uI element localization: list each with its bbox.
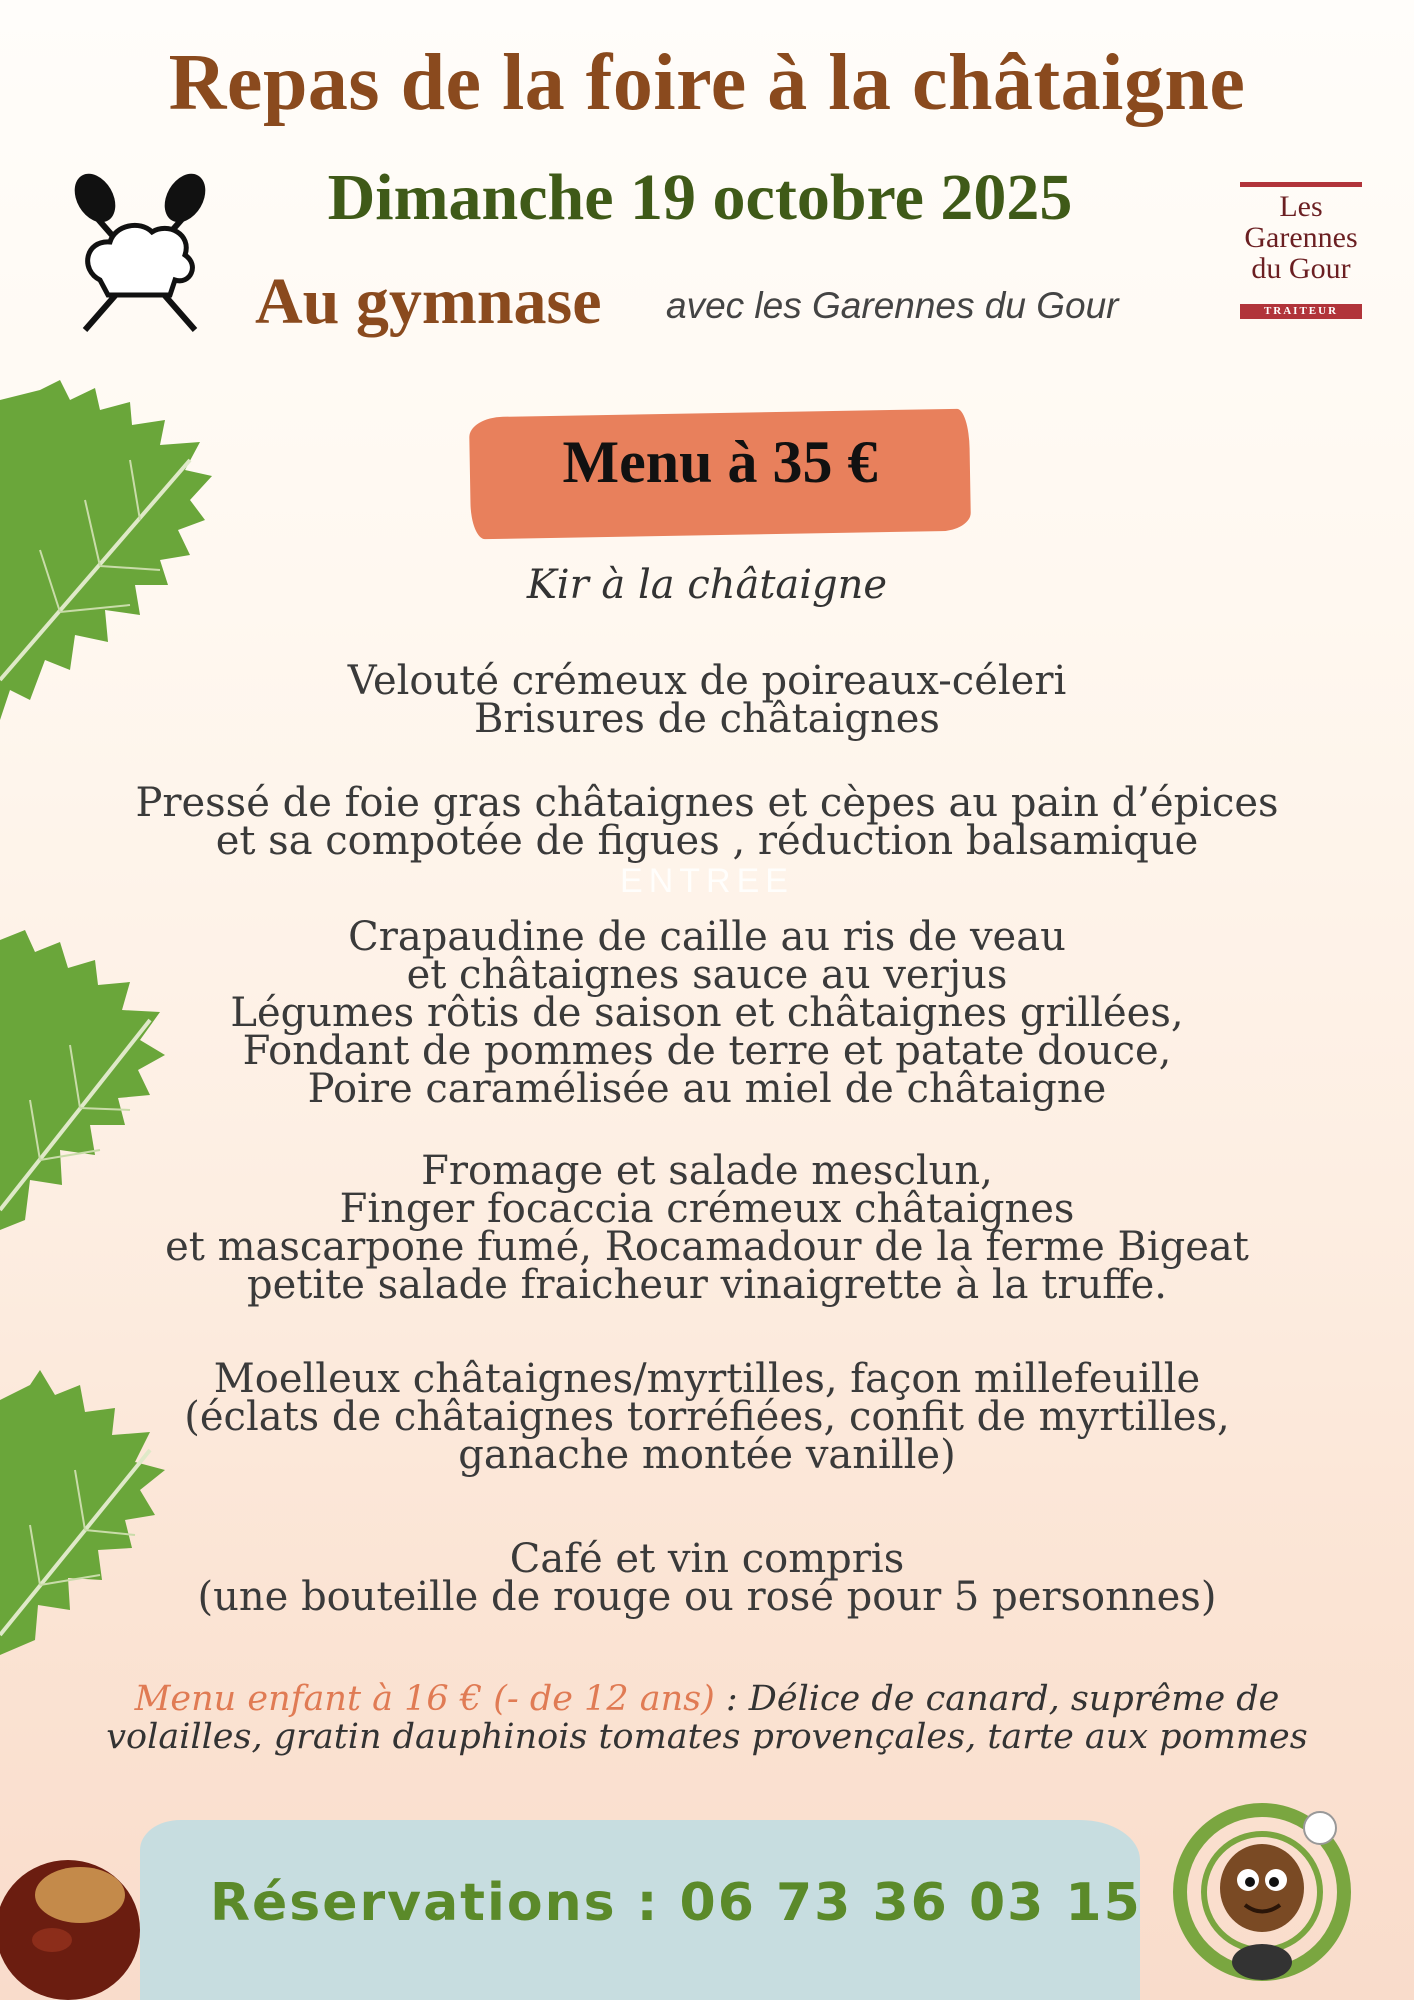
reservation-phone[interactable]: Réservations : 06 73 36 03 15	[210, 1873, 1142, 1933]
event-date: Dimanche 19 octobre 2025	[327, 161, 1073, 234]
menu-line: ganache montée vanille)	[458, 1432, 956, 1478]
menu-course-4	[0, 1148, 1414, 1308]
menu-line: Velouté crémeux de poireaux-céleri	[347, 658, 1067, 704]
chestnut-icon	[0, 1845, 145, 2000]
menu-line: Fondant de pommes de terre et patate douce,	[242, 1028, 1172, 1074]
menu-line: (une bouteille de rouge ou rosé pour 5 personnes)	[197, 1574, 1217, 1620]
menu-line: et châtaignes sauce au verjus	[406, 952, 1008, 998]
logo-line-3: du Gour	[1251, 252, 1351, 285]
menu-line: Crapaudine de caille au ris de veau	[348, 914, 1066, 960]
kids-menu	[0, 1680, 1414, 1756]
menu-course-2	[0, 780, 1414, 864]
kids-menu-label: Menu enfant à 16 € (- de 12 ans)	[134, 1679, 715, 1719]
menu-line: Poire caramélisée au miel de châtaigne	[307, 1066, 1107, 1112]
chef-hat-spoons-icon	[70, 170, 210, 340]
menu-line: Pressé de foie gras châtaignes et cèpes au pain d’épices	[135, 780, 1279, 826]
menu-line: Finger focaccia crémeux châtaignes	[339, 1186, 1075, 1232]
menu-line: petite salade fraicheur vinaigrette à la truffe.	[246, 1262, 1168, 1308]
menu-line: Moelleux châtaignes/myrtilles, façon millefeuille	[213, 1356, 1201, 1402]
logo-line-2: Garennes	[1244, 221, 1358, 254]
menu-line: Café et vin compris	[509, 1536, 905, 1582]
page-title: Repas de la foire à la châtaigne	[168, 39, 1246, 127]
event-venue: Au gymnase	[255, 265, 602, 338]
aperitif: Kir à la châtaigne	[526, 562, 888, 608]
kids-menu-line-2: volailles, gratin dauphinois tomates provençales, tarte aux pommes	[106, 1717, 1308, 1757]
menu-course-3	[0, 914, 1414, 1112]
menu-line: Fromage et salade mesclun,	[421, 1148, 993, 1194]
logo-tag: TRAITEUR	[1240, 304, 1362, 319]
menu-course-1	[0, 658, 1414, 742]
menu-line: Légumes rôtis de saison et châtaignes grillées,	[230, 990, 1184, 1036]
menu-line: (éclats de châtaignes torréfiées, confit de myrtilles,	[184, 1394, 1230, 1440]
menu-course-6	[0, 1536, 1414, 1620]
garennes-du-gour-logo	[1240, 182, 1362, 319]
menu-price: Menu à 35 €	[562, 429, 878, 495]
menu-line: et mascarpone fumé, Rocamadour de la ferme Bigeat	[165, 1224, 1249, 1270]
menu-line: Brisures de châtaignes	[474, 696, 940, 742]
menu-line: et sa compotée de figues , réduction balsamique	[215, 818, 1199, 864]
menu-course-5	[0, 1356, 1414, 1478]
logo-line-1: Les	[1279, 190, 1323, 223]
kids-menu-line-1: : Délice de canard, suprême de	[714, 1679, 1280, 1719]
watermark-text: ENTREE	[620, 862, 794, 900]
partner-text: avec les Garennes du Gour	[666, 285, 1119, 326]
chestnut-mascot-icon	[1170, 1800, 1360, 1990]
